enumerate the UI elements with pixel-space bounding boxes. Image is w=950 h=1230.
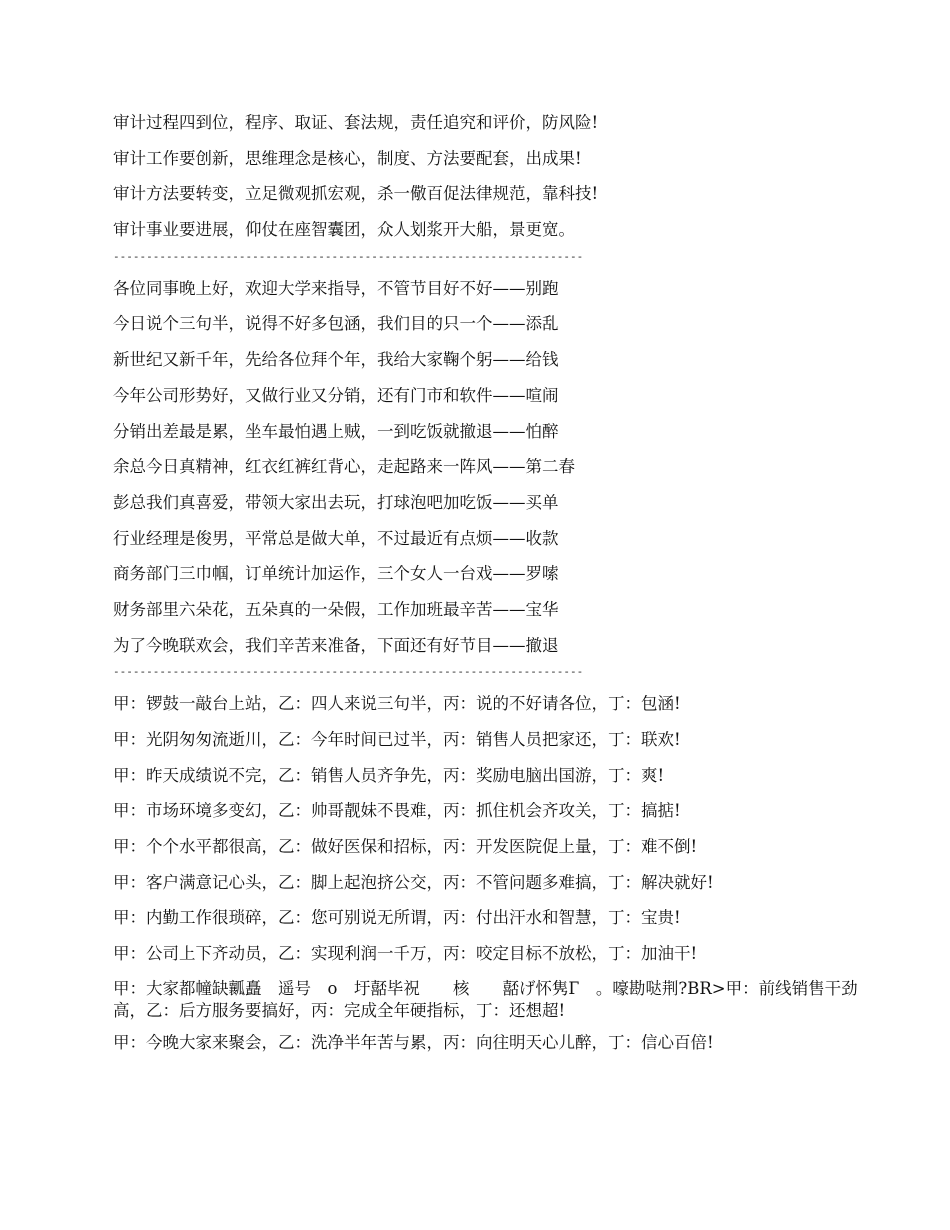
verse-line: 各位同事晚上好，欢迎大学来指导，不管节目好不好——别跑: [113, 278, 559, 298]
section-dialogue-verses: [113, 692, 873, 1055]
verse-line: 审计工作要创新，思维理念是核心，制度、方法要配套，出成果!: [113, 148, 582, 168]
section-audit-verses: [113, 111, 873, 242]
verse-line: 审计过程四到位，程序、取证、套法规，责任追究和评价，防风险!: [113, 113, 599, 132]
document-body: [113, 111, 873, 1067]
dialogue-line: 甲：个个水平都很高，乙：做好医保和招标，丙：开发医院促上量，丁：难不倒!: [113, 837, 698, 857]
verse-line: 新世纪又新千年，先给各位拜个年，我给大家鞠个躬——给钱: [113, 350, 559, 370]
verse-line: 审计事业要进展，仰仗在座智囊团，众人划浆开大船，景更宽。: [113, 220, 575, 240]
verse-line: 今年公司形势好，又做行业又分销，还有门市和软件——喧闹: [113, 385, 559, 405]
dashed-separator: -----------------------------------------------------------------------: [113, 249, 584, 263]
garbled-dialogue-line: 甲：大家都幢缺瓤矗 遥号 o 圩嚭毕祝 核 嚭げ怀隽Г 。嚎勘哒荆?BR>甲：前线销售干劲高，乙：后方服务要搞好，丙：完成全年硬指标，丁：还想超!: [113, 978, 858, 1020]
verse-line: 财务部里六朵花，五朵真的一朵假，工作加班最辛苦——宝华: [113, 599, 559, 619]
verse-line: 今日说个三句半，说得不好多包涵，我们目的只一个——添乱: [113, 314, 559, 334]
verse-line: 行业经理是俊男，平常总是做大单，不过最近有点烦——收款: [113, 528, 559, 548]
dialogue-line: 甲：昨天成绩说不完，乙：销售人员齐争先，丙：奖励电脑出国游，丁：爽!: [113, 765, 665, 785]
verse-line: 为了今晚联欢会，我们辛苦来准备，下面还有好节目——撤退: [113, 635, 559, 655]
dashed-separator: -----------------------------------------------------------------------: [113, 665, 584, 679]
dialogue-line: 甲：公司上下齐动员，乙：实现利润一千万，丙：咬定目标不放松，丁：加油干!: [113, 944, 698, 964]
dialogue-line: 甲：内勤工作很琐碎，乙：您可别说无所谓，丙：付出汗水和智慧，丁：宝贵!: [113, 908, 681, 928]
dialogue-line: 甲：市场环境多变幻，乙：帅哥靓妹不畏难，丙：抓住机会齐攻关，丁：搞掂!: [113, 801, 681, 821]
dialogue-line: 甲：客户满意记心头，乙：脚上起泡挤公交，丙：不管问题多难搞，丁：解决就好!: [113, 872, 714, 892]
dialogue-line: 甲：光阴匆匆流逝川，乙：今年时间已过半，丙：销售人员把家还，丁：联欢!: [113, 730, 681, 749]
section-party-verses: [113, 277, 873, 658]
dialogue-line: 甲：锣鼓一敲台上站，乙：四人来说三句半，丙：说的不好请各位，丁：包涵!: [113, 694, 681, 714]
verse-line: 审计方法要转变，立足微观抓宏观，杀一儆百促法律规范，靠科技!: [113, 184, 599, 204]
verse-line: 分销出差最是累，坐车最怕遇上贼，一到吃饭就撤退——怕醉: [113, 421, 559, 441]
verse-line: 彭总我们真喜爱，带领大家出去玩，打球泡吧加吃饭——买单: [113, 492, 559, 512]
verse-line: 商务部门三巾帼，订单统计加运作，三个女人一台戏——罗嗦: [113, 564, 559, 584]
verse-line: 余总今日真精神，红衣红裤红背心，走起路来一阵风——第二春: [113, 457, 575, 477]
dialogue-line: 甲：今晚大家来聚会，乙：洗净半年苦与累，丙：向往明天心儿醉，丁：信心百倍!: [113, 1032, 714, 1052]
